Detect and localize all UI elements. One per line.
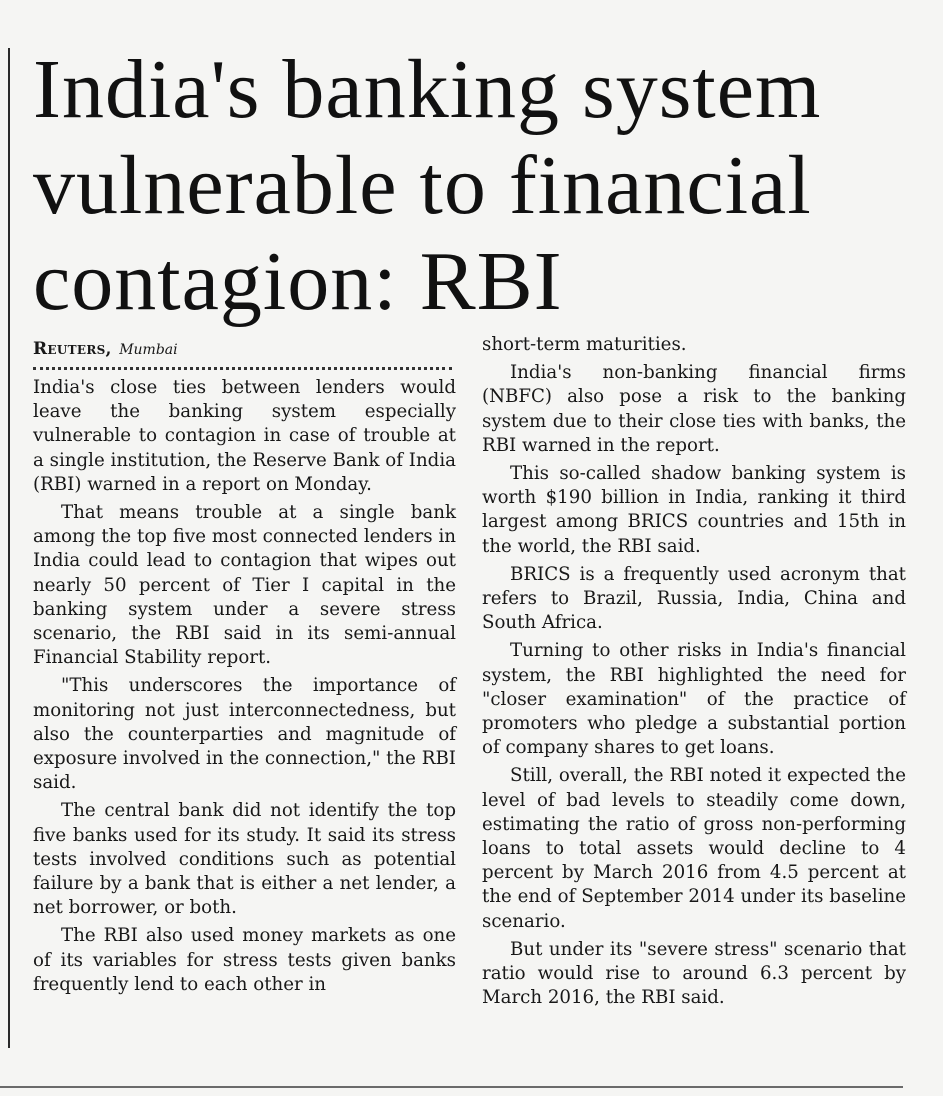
paragraph: This so-called shadow banking system is worth $190 billion in India, ranking it third largest among BRICS countries and 15th in the world, the RBI said. [482,463,906,557]
paragraph: But under its "severe stress" scenario that ratio would rise to around 6.3 percent by March 2016, the RBI said. [482,938,906,1009]
paragraph: Still, overall, the RBI noted it expected the level of bad levels to steadily come down, estimating the ratio of gross non-performing loans to total assets would decline to 4 percent by March 2016 from 4.5 percent at the end of September 2014 under its baseline scenario. [482,765,906,932]
paragraph: BRICS is a frequently used acronym that refers to Brazil, Russia, India, China and South Africa. [482,563,906,634]
paragraph: India's close ties between lenders would leave the banking system especially vulnerable to contagion in case of trouble at a single institution, the Reserve Bank of India (RBI) warned in a report on Monday. [33,377,456,495]
paragraph: "This underscores the importance of monitoring not just interconnectedness, but also the counterparties and magnitude of exposure involved in the connection," the RBI said. [33,675,456,794]
article-column-right [482,333,906,1014]
paragraph: The RBI also used money markets as one of its variables for stress tests given banks frequently lend to each other in [33,925,456,995]
paragraph: The central bank did not identify the top five banks used for its study. It said its stress tests involved conditions such as potential failure by a bank that is either a net lender, a net borrower, or both. [33,800,456,919]
byline [33,338,456,361]
headline: India's banking system vulnerable to financial contagion: RBI [33,43,822,328]
byline-divider [33,367,452,370]
paragraph: Turning to other risks in India's financial system, the RBI highlighted the need for "closer examination" of the practice of promoters who pledge a substantial portion of company shares to get loans. [482,640,906,759]
byline-agency: Reuters, [33,339,112,359]
column-rule-left [8,48,10,1048]
paragraph: India's non-banking financial firms (NBFC) also pose a risk to the banking system due to their close ties with banks, the RBI warned in the report. [482,362,906,456]
article-column-left [33,338,456,1001]
paragraph-continuation: short-term maturities. [482,334,687,355]
byline-city: Mumbai [119,342,178,358]
bottom-rule [0,1086,903,1088]
paragraph: That means trouble at a single bank among the top five most connected lenders in India could lead to contagion that wipes out nearly 50 percent of Tier I capital in the banking system under a severe stress scenario, the RBI said in its semi-annual Financial Stability report. [33,502,456,669]
